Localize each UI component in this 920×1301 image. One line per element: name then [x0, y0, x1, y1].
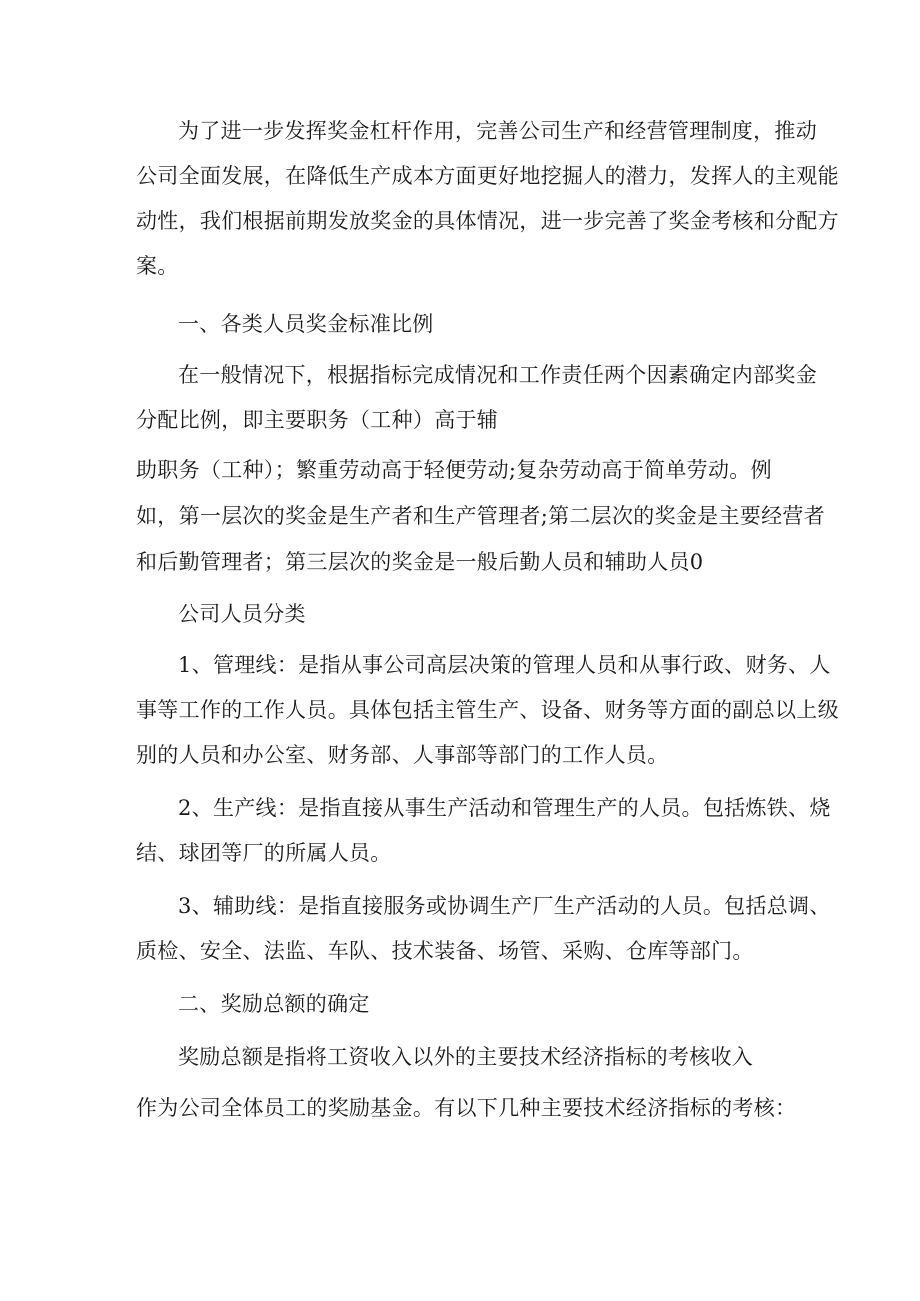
paragraph-fund-line-2: 作为公司全体员工的奖励基金。有以下几种主要技术经济指标的考核：: [136, 1096, 797, 1120]
subheading-staff-classification: 公司人员分类: [178, 602, 306, 626]
paragraph-levels-line-3: 和后勤管理者；第三层次的奖金是一般后勤人员和辅助人员0: [136, 550, 704, 574]
paragraph-intro-line-3: 动性，我们根据前期发放奖金的具体情况，进一步完善了奖金考核和分配方: [136, 209, 839, 233]
paragraph-levels-line-1: 助职务（工种）；繁重劳动高于轻便劳动;复杂劳动高于简单劳动。例: [136, 458, 772, 482]
paragraph-ratio-line-2: 分配比例，即主要职务（工种）高于辅: [136, 408, 499, 432]
paragraph-intro-line-2: 公司全面发展，在降低生产成本方面更好地挖掘人的潜力，发挥人的主观能: [136, 164, 839, 188]
paragraph-levels-line-2: 如，第一层次的奖金是生产者和生产管理者;第二层次的奖金是主要经营者: [136, 504, 825, 528]
item-management-line-3: 别的人员和办公室、财务部、人事部等部门的工作人员。: [136, 743, 669, 767]
item-management-line-1: 1、管理线：是指从事公司高层决策的管理人员和从事行政、财务、人: [178, 653, 831, 677]
item-production-line-1: 2、生产线：是指直接从事生产活动和管理生产的人员。包括炼铁、烧: [178, 796, 831, 820]
section-heading-2: 二、奖励总额的确定: [178, 992, 370, 1016]
item-management-line-2: 事等工作的工作人员。具体包括主管生产、设备、财务等方面的副总以上级: [136, 698, 839, 722]
item-auxiliary-line-1: 3、辅助线：是指直接服务或协调生产厂生产活动的人员。包括总调、: [178, 894, 831, 918]
section-heading-1: 一、各类人员奖金标准比例: [178, 312, 434, 336]
item-auxiliary-line-2: 质检、安全、法监、车队、技术装备、场管、采购、仓库等部门。: [136, 939, 754, 963]
paragraph-intro-line-1: 为了进一步发挥奖金杠杆作用，完善公司生产和经营管理制度，推动: [178, 119, 817, 143]
paragraph-intro-line-4: 案。: [136, 254, 179, 278]
item-production-line-2: 结、球团等厂的所属人员。: [136, 841, 392, 865]
paragraph-ratio-line-1: 在一般情况下，根据指标完成情况和工作责任两个因素确定内部奖金: [178, 363, 817, 387]
paragraph-fund-line-1: 奖励总额是指将工资收入以外的主要技术经济指标的考核收入: [178, 1045, 754, 1069]
